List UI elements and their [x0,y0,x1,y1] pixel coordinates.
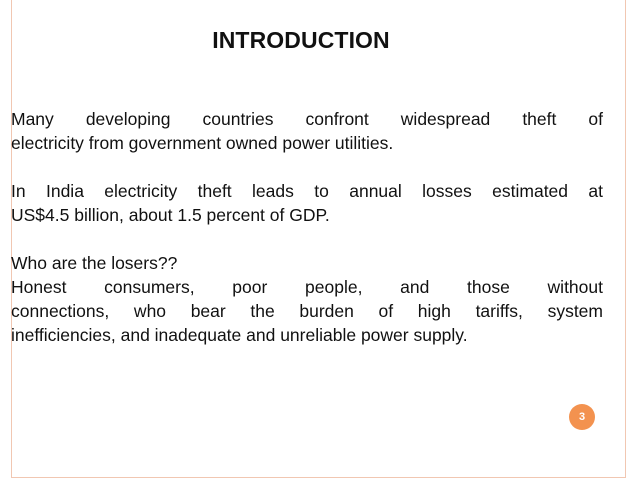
paragraph-2-line-2: US$4.5 billion, about 1.5 percent of GDP. [11,205,330,225]
paragraph-2 [11,179,603,227]
page-number-badge [569,404,595,430]
paragraph-3 [11,251,603,347]
paragraph-3-line-2: Honest consumers, poor people, and those without [11,277,603,297]
paragraph-3-line-1: Who are the losers?? [11,253,178,273]
paragraph-3-line-4: inefficiencies, and inadequate and unreliable power supply. [11,325,468,345]
paragraph-2-line-1: In India electricity theft leads to annual losses estimated at [11,181,603,201]
slide-title-text: INTRODUCTION [212,27,390,53]
paragraph-3-line-3: connections, who bear the burden of high tariffs, system [11,301,603,321]
paragraph-1-line-1: Many developing countries confront widespread theft of [11,109,603,129]
paragraph-1 [11,107,603,155]
slide-body [11,107,603,347]
page-number: 3 [578,411,586,423]
slide-title [0,27,638,54]
paragraph-1-line-2: electricity from government owned power utilities. [11,133,394,153]
